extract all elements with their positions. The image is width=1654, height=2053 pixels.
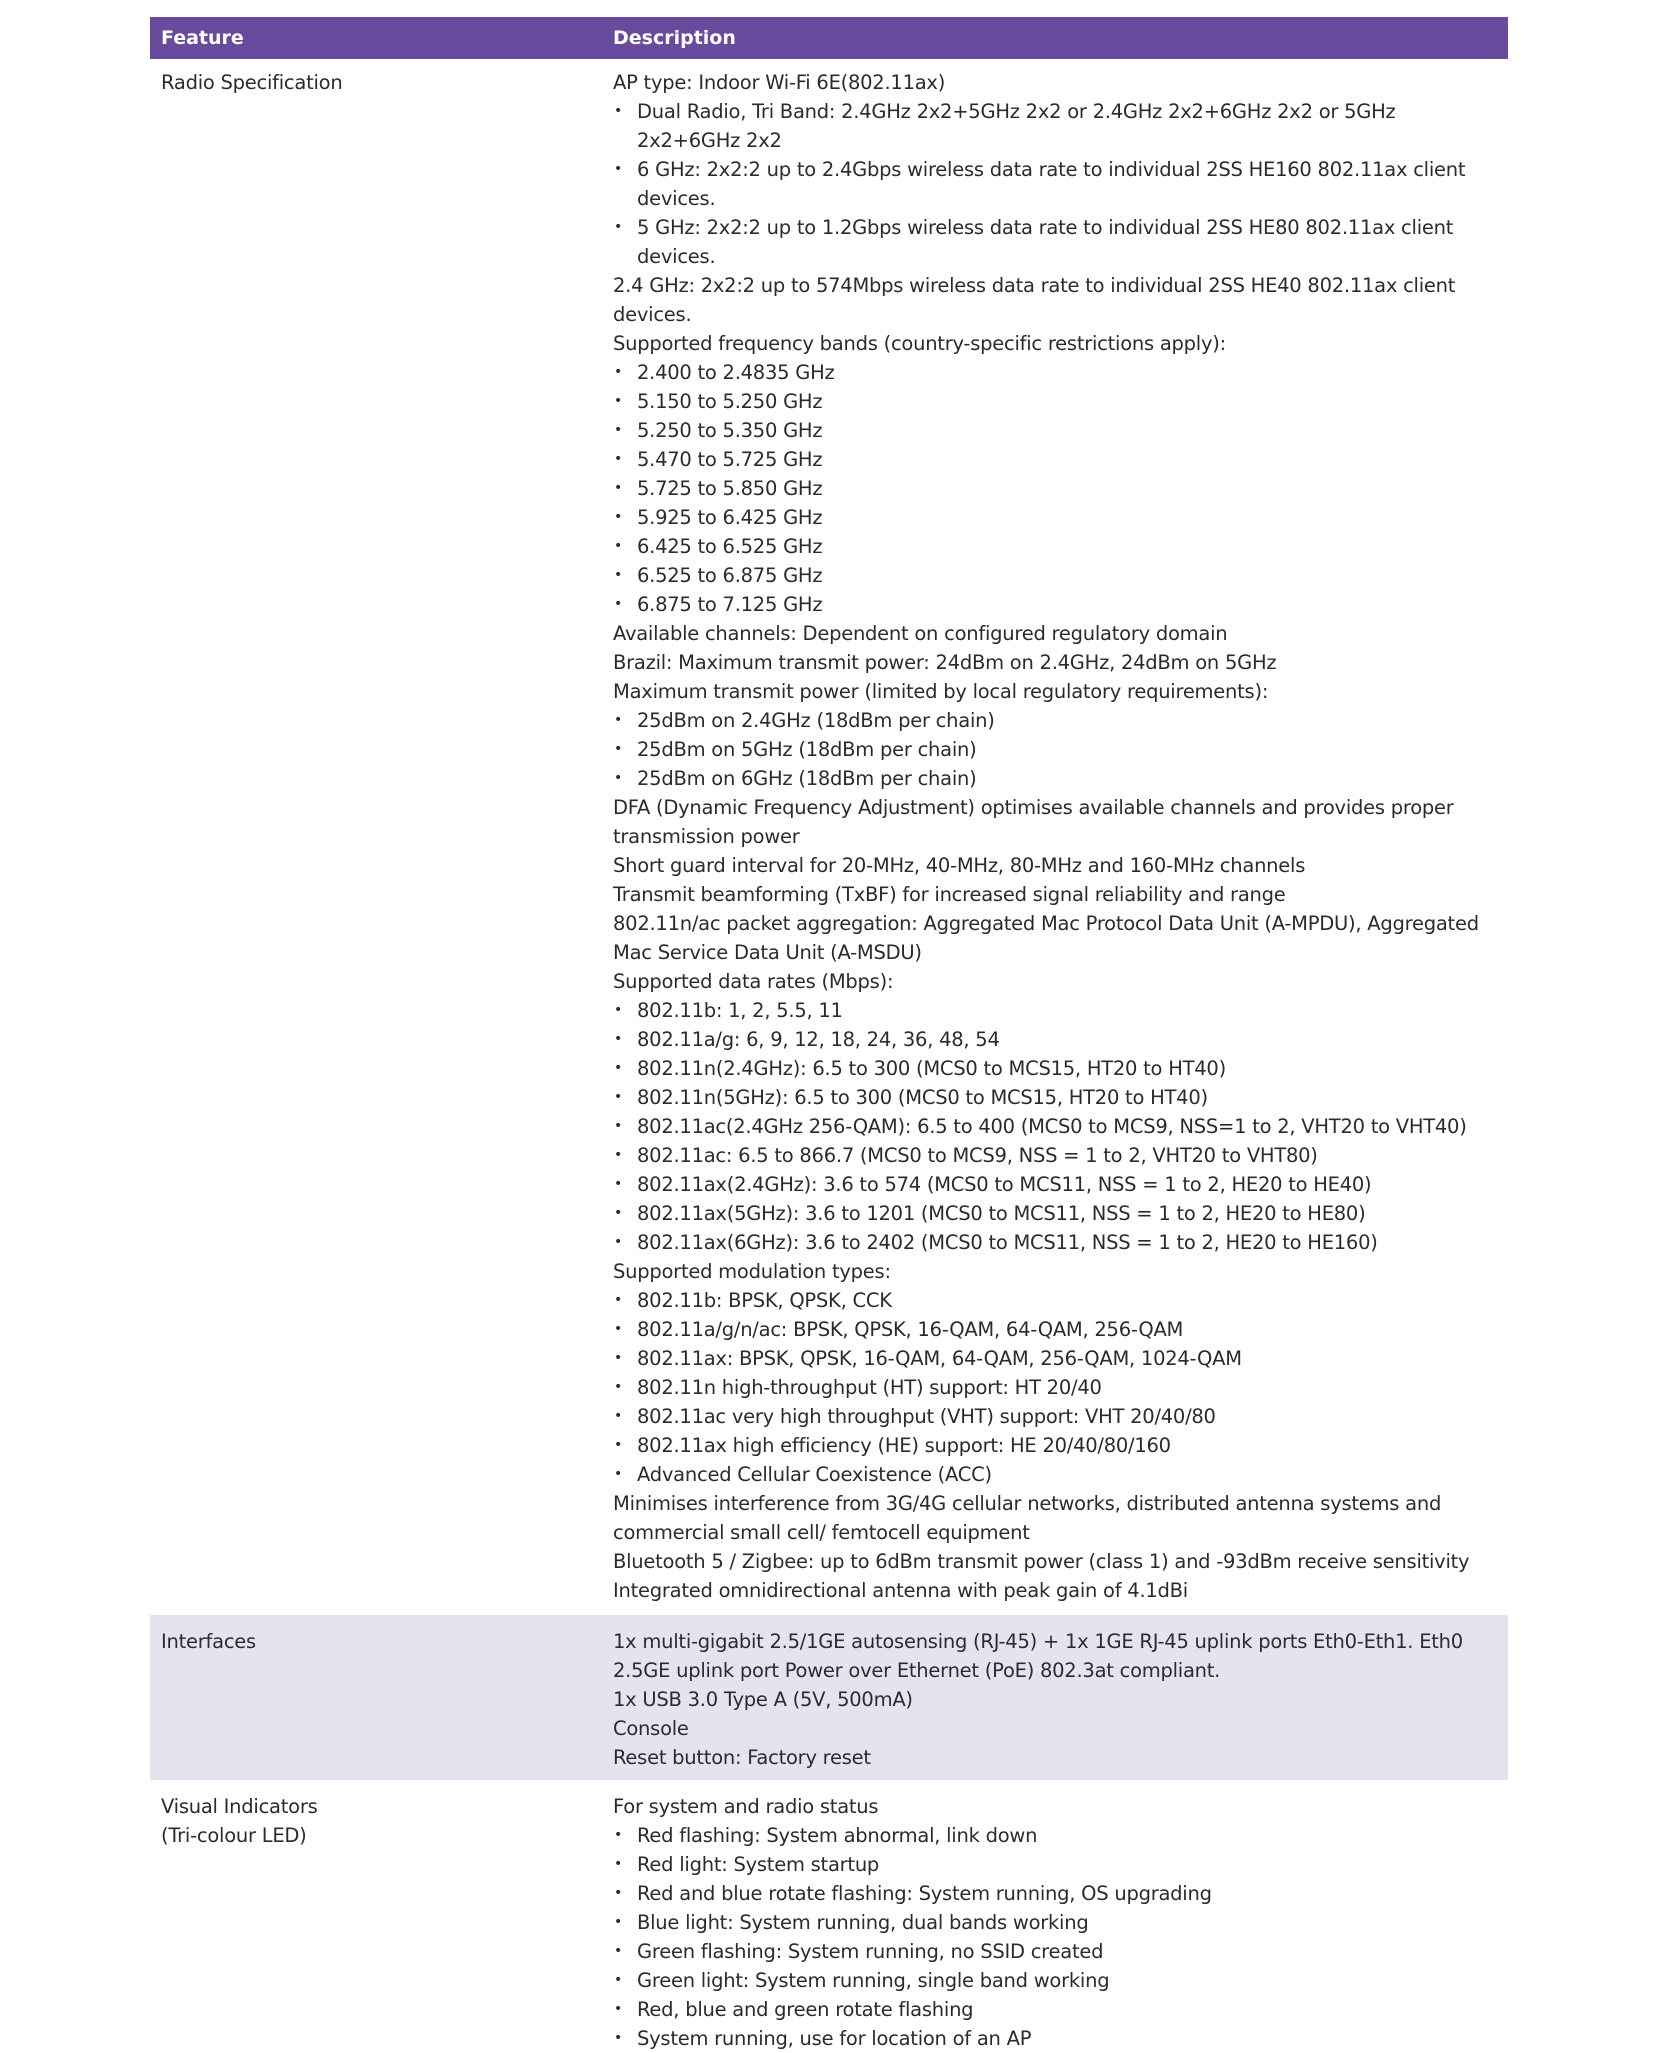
bullet-item (613, 996, 1500, 1025)
bullet-item (613, 1431, 1500, 1460)
bullet-item (613, 1966, 1500, 1995)
bullet-item (613, 445, 1500, 474)
bullet-icon: • (614, 1147, 623, 1163)
bullet-text: 2.400 to 2.4835 GHz (637, 361, 835, 384)
description-line: Reset button: Factory reset (613, 1746, 871, 1769)
bullet-text: 6.425 to 6.525 GHz (637, 535, 823, 558)
description-line: Supported data rates (Mbps): (613, 970, 894, 993)
description-line: For system and radio status (613, 1795, 879, 1818)
bullet-item (613, 155, 1500, 213)
bullet-text: 802.11n high-throughput (HT) support: HT 20/40 (637, 1376, 1102, 1399)
bullet-item (613, 764, 1500, 793)
description-line: 1x USB 3.0 Type A (5V, 500mA) (613, 1688, 913, 1711)
bullet-text: Red light: System startup (637, 1853, 880, 1876)
bullet-item (613, 1170, 1500, 1199)
description-line: DFA (Dynamic Frequency Adjustment) optimises available channels and provides proper transmission power (613, 796, 1454, 848)
bullet-icon: • (614, 1292, 623, 1308)
bullet-item (613, 1402, 1500, 1431)
bullet-item (613, 387, 1500, 416)
bullet-item (613, 1141, 1500, 1170)
bullet-item (613, 416, 1500, 445)
bullet-icon: • (614, 1060, 623, 1076)
description-line: Integrated omnidirectional antenna with peak gain of 4.1dBi (613, 1579, 1188, 1602)
bullet-icon: • (614, 509, 623, 525)
bullet-icon: • (614, 1972, 623, 1988)
table-header (150, 17, 1508, 59)
bullet-text: 802.11n(2.4GHz): 6.5 to 300 (MCS0 to MCS15, HT20 to HT40) (637, 1057, 1226, 1080)
bullet-text: 802.11n(5GHz): 6.5 to 300 (MCS0 to MCS15, HT20 to HT40) (637, 1086, 1208, 1109)
bullet-item (613, 1112, 1500, 1141)
description-line: Supported frequency bands (country-specific restrictions apply): (613, 332, 1226, 355)
bullet-icon: • (614, 1856, 623, 1872)
bullet-item (613, 1821, 1500, 1850)
bullet-icon: • (614, 1885, 623, 1901)
bullet-icon: • (614, 1943, 623, 1959)
feature-label: Interfaces (161, 1630, 256, 1653)
bullet-text: 802.11b: 1, 2, 5.5, 11 (637, 999, 843, 1022)
bullet-icon: • (614, 1408, 623, 1424)
description-cell (613, 1615, 1508, 1780)
bullet-icon: • (614, 1437, 623, 1453)
bullet-icon: • (614, 364, 623, 380)
bullet-text: 5.150 to 5.250 GHz (637, 390, 823, 413)
bullet-item (613, 1937, 1500, 1966)
bullet-item (613, 1315, 1500, 1344)
description-line: Brazil: Maximum transmit power: 24dBm on 2.4GHz, 24dBm on 5GHz (613, 651, 1277, 674)
bullet-icon: • (614, 1914, 623, 1930)
bullet-text: 6.875 to 7.125 GHz (637, 593, 823, 616)
description-line: 1x multi-gigabit 2.5/1GE autosensing (RJ-45) + 1x 1GE RJ-45 uplink ports Eth0-Eth1. Eth0 2.5GE uplink port Power over Ethernet (PoE) 802.3at compliant. (613, 1630, 1463, 1682)
bullet-item (613, 1286, 1500, 1315)
bullet-item (613, 532, 1500, 561)
bullet-item (613, 1344, 1500, 1373)
bullet-icon: • (614, 2001, 623, 2017)
bullet-icon: • (614, 422, 623, 438)
spec-table (150, 17, 1508, 2053)
bullet-text: 5.925 to 6.425 GHz (637, 506, 823, 529)
table-row (150, 59, 1508, 1615)
bullet-item (613, 1908, 1500, 1937)
bullet-icon: • (614, 1350, 623, 1366)
bullet-icon: • (614, 1089, 623, 1105)
bullet-text: Green flashing: System running, no SSID created (637, 1940, 1104, 1963)
bullet-text: 802.11ax(5GHz): 3.6 to 1201 (MCS0 to MCS11, NSS = 1 to 2, HE20 to HE80) (637, 1202, 1366, 1225)
bullet-icon: • (614, 1205, 623, 1221)
table-row (150, 1780, 1508, 2053)
description-line: Available channels: Dependent on configured regulatory domain (613, 622, 1228, 645)
bullet-text: 5.725 to 5.850 GHz (637, 477, 823, 500)
table-body (150, 59, 1508, 2053)
description-line: Bluetooth 5 / Zigbee: up to 6dBm transmit power (class 1) and -93dBm receive sensitivity (613, 1550, 1470, 1573)
description-line: Console (613, 1717, 689, 1740)
bullet-text: 802.11b: BPSK, QPSK, CCK (637, 1289, 892, 1312)
bullet-item (613, 1879, 1500, 1908)
description-line: AP type: Indoor Wi-Fi 6E(802.11ax) (613, 71, 946, 94)
feature-label: Visual Indicators (161, 1795, 318, 1818)
table-row (150, 1615, 1508, 1780)
bullet-item (613, 97, 1500, 155)
bullet-text: 802.11ac: 6.5 to 866.7 (MCS0 to MCS9, NSS = 1 to 2, VHT20 to VHT80) (637, 1144, 1318, 1167)
bullet-item (613, 706, 1500, 735)
bullet-item (613, 358, 1500, 387)
description-line: 2.4 GHz: 2x2:2 up to 574Mbps wireless data rate to individual 2SS HE40 802.11ax client devices. (613, 274, 1456, 326)
description-line: Minimises interference from 3G/4G cellular networks, distributed antenna systems and commercial small cell/ femtocell equipment (613, 1492, 1442, 1544)
bullet-text: System running, use for location of an AP (637, 2027, 1032, 2050)
bullet-icon: • (614, 1827, 623, 1843)
description-line: 802.11n/ac packet aggregation: Aggregated Mac Protocol Data Unit (A-MPDU), Aggregated Mac Service Data Unit (A-MSDU) (613, 912, 1479, 964)
feature-label: Radio Specification (161, 71, 343, 94)
bullet-text: 5.470 to 5.725 GHz (637, 448, 823, 471)
bullet-text: 802.11ax: BPSK, QPSK, 16-QAM, 64-QAM, 256-QAM, 1024-QAM (637, 1347, 1242, 1370)
bullet-item (613, 561, 1500, 590)
bullet-icon: • (614, 1176, 623, 1192)
bullet-text: 25dBm on 6GHz (18dBm per chain) (637, 767, 977, 790)
bullet-icon: • (614, 770, 623, 786)
bullet-icon: • (614, 393, 623, 409)
bullet-text: 6.525 to 6.875 GHz (637, 564, 823, 587)
header-description: Description (613, 27, 736, 49)
description-cell (613, 59, 1508, 1615)
feature-cell (150, 59, 613, 1615)
bullet-icon: • (614, 1379, 623, 1395)
bullet-item (613, 1199, 1500, 1228)
bullet-item (613, 735, 1500, 764)
bullet-text: 5.250 to 5.350 GHz (637, 419, 823, 442)
bullet-item (613, 1995, 1500, 2024)
bullet-icon: • (614, 480, 623, 496)
bullet-icon: • (614, 2030, 623, 2046)
bullet-item (613, 590, 1500, 619)
bullet-text: 6 GHz: 2x2:2 up to 2.4Gbps wireless data rate to individual 2SS HE160 802.11ax client devices. (637, 158, 1466, 210)
bullet-item (613, 1228, 1500, 1257)
bullet-text: Red, blue and green rotate flashing (637, 1998, 974, 2021)
bullet-icon: • (614, 219, 623, 235)
bullet-item (613, 1373, 1500, 1402)
bullet-text: 5 GHz: 2x2:2 up to 1.2Gbps wireless data rate to individual 2SS HE80 802.11ax client devices. (637, 216, 1454, 268)
bullet-icon: • (614, 741, 623, 757)
bullet-text: 802.11ax(6GHz): 3.6 to 2402 (MCS0 to MCS11, NSS = 1 to 2, HE20 to HE160) (637, 1231, 1378, 1254)
bullet-text: Advanced Cellular Coexistence (ACC) (637, 1463, 992, 1486)
bullet-item (613, 1850, 1500, 1879)
bullet-item (613, 1025, 1500, 1054)
feature-label: (Tri-colour LED) (161, 1824, 307, 1847)
bullet-item (613, 1083, 1500, 1112)
bullet-text: Green light: System running, single band working (637, 1969, 1110, 1992)
bullet-icon: • (614, 538, 623, 554)
bullet-text: 802.11ax(2.4GHz): 3.6 to 574 (MCS0 to MCS11, NSS = 1 to 2, HE20 to HE40) (637, 1173, 1372, 1196)
bullet-text: 802.11ac(2.4GHz 256-QAM): 6.5 to 400 (MCS0 to MCS9, NSS=1 to 2, VHT20 to VHT40) (637, 1115, 1467, 1138)
bullet-icon: • (614, 712, 623, 728)
bullet-icon: • (614, 1321, 623, 1337)
bullet-item (613, 2024, 1500, 2053)
bullet-icon: • (614, 1466, 623, 1482)
bullet-item (613, 503, 1500, 532)
bullet-text: Red and blue rotate flashing: System running, OS upgrading (637, 1882, 1212, 1905)
header-feature: Feature (161, 27, 244, 49)
bullet-text: 25dBm on 2.4GHz (18dBm per chain) (637, 709, 995, 732)
description-cell (613, 1780, 1508, 2053)
bullet-text: Dual Radio, Tri Band: 2.4GHz 2x2+5GHz 2x2 or 2.4GHz 2x2+6GHz 2x2 or 5GHz 2x2+6GHz 2x2 (637, 100, 1396, 152)
description-line: Transmit beamforming (TxBF) for increased signal reliability and range (613, 883, 1286, 906)
bullet-icon: • (614, 161, 623, 177)
bullet-text: Red flashing: System abnormal, link down (637, 1824, 1038, 1847)
bullet-item (613, 1460, 1500, 1489)
bullet-icon: • (614, 567, 623, 583)
bullet-item (613, 213, 1500, 271)
bullet-text: Blue light: System running, dual bands working (637, 1911, 1089, 1934)
bullet-text: 802.11a/g/n/ac: BPSK, QPSK, 16-QAM, 64-QAM, 256-QAM (637, 1318, 1184, 1341)
bullet-icon: • (614, 1234, 623, 1250)
bullet-icon: • (614, 596, 623, 612)
description-line: Maximum transmit power (limited by local regulatory requirements): (613, 680, 1269, 703)
bullet-icon: • (614, 451, 623, 467)
feature-cell (150, 1780, 613, 2053)
bullet-text: 25dBm on 5GHz (18dBm per chain) (637, 738, 977, 761)
description-line: Short guard interval for 20-MHz, 40-MHz, 80-MHz and 160-MHz channels (613, 854, 1306, 877)
bullet-text: 802.11a/g: 6, 9, 12, 18, 24, 36, 48, 54 (637, 1028, 1000, 1051)
bullet-icon: • (614, 1002, 623, 1018)
bullet-item (613, 1054, 1500, 1083)
description-line: Supported modulation types: (613, 1260, 891, 1283)
bullet-item (613, 474, 1500, 503)
feature-cell (150, 1615, 613, 1780)
bullet-text: 802.11ac very high throughput (VHT) support: VHT 20/40/80 (637, 1405, 1216, 1428)
bullet-icon: • (614, 1118, 623, 1134)
bullet-text: 802.11ax high efficiency (HE) support: HE 20/40/80/160 (637, 1434, 1171, 1457)
bullet-icon: • (614, 103, 623, 119)
bullet-icon: • (614, 1031, 623, 1047)
